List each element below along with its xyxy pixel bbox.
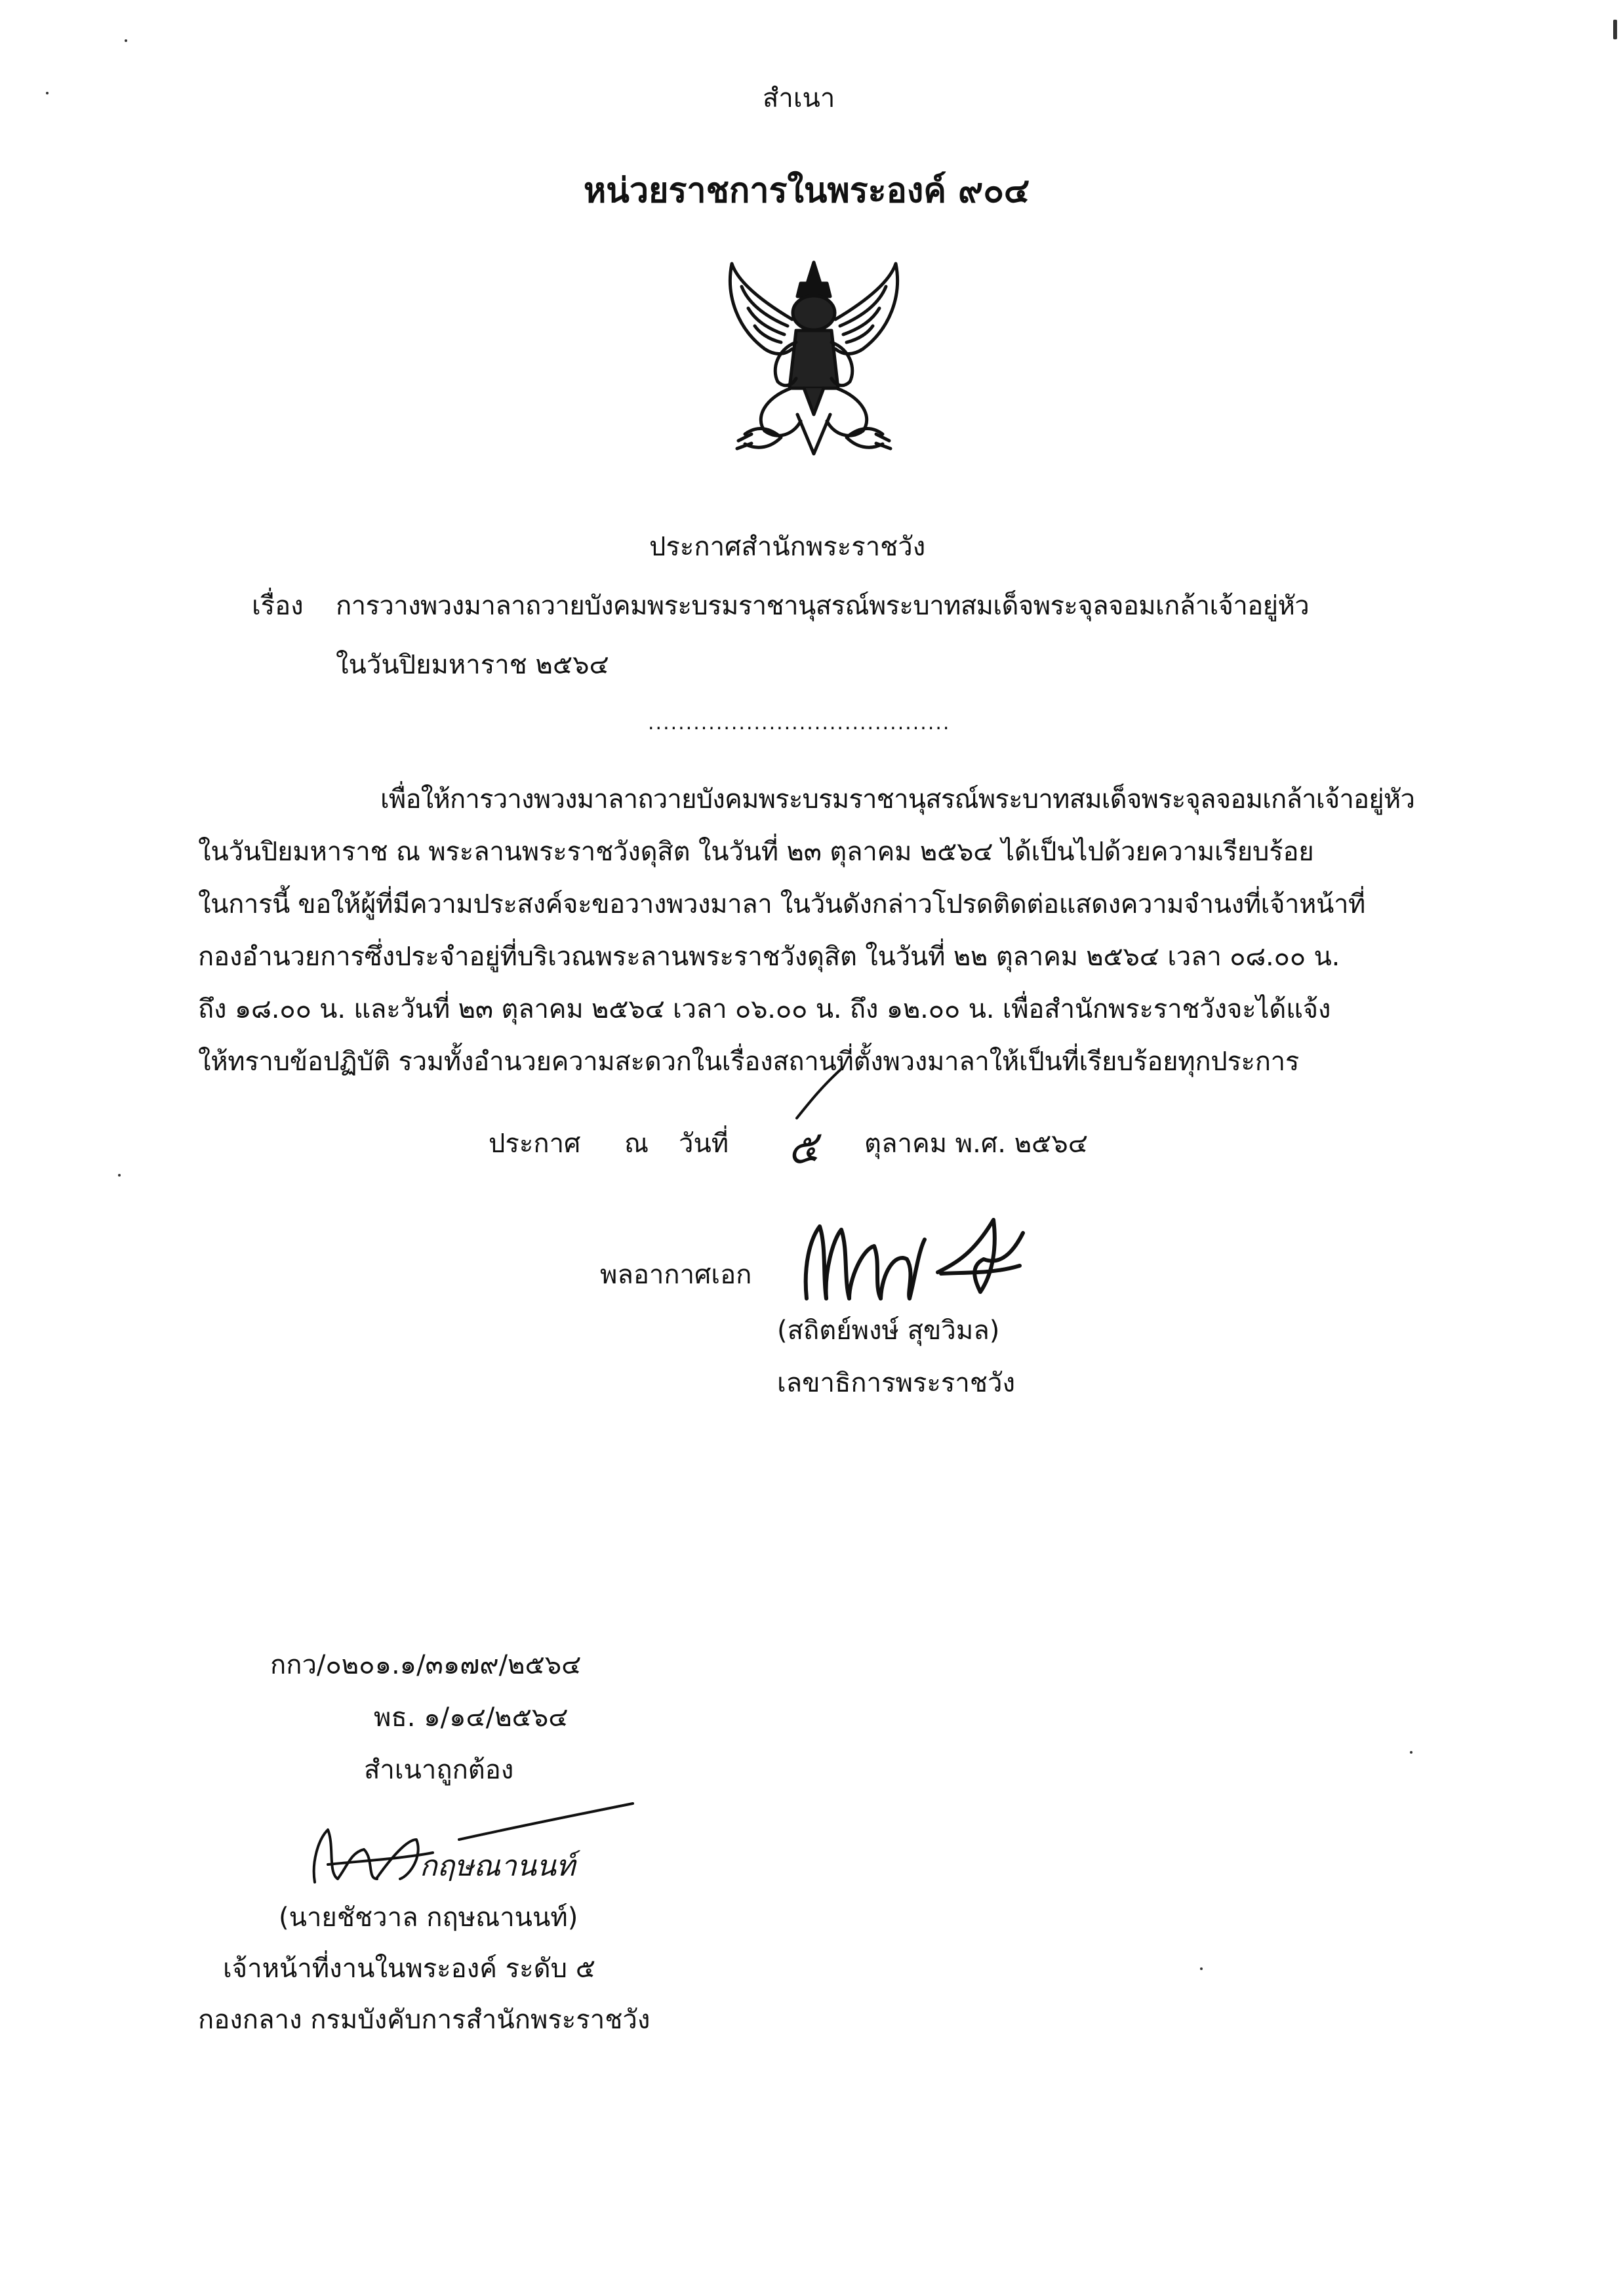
body-line-6: ให้ทราบข้อปฏิบัติ รวมทั้งอำนวยความสะดวกในเรื่องสถานที่ตั้งพวงมาลาให้เป็นที่เรียบร้อยทุกประการ — [198, 1047, 1300, 1077]
reference-number: กกว/๐๒๐๑.๑/๓๑๗๙/๒๕๖๔ — [270, 1650, 582, 1680]
date-prefix: ประกาศ — [489, 1129, 581, 1159]
body-line-5: ถึง ๑๘.๐๐ น. และวันที่ ๒๓ ตุลาคม ๒๕๖๔ เวลา ๐๖.๐๐ น. ถึง ๑๒.๐๐ น. เพื่อสำนักพระราชวังจะได้แจ้ง — [198, 994, 1331, 1024]
office-name: หน่วยราชการในพระองค์ ๙๐๔ — [584, 171, 1030, 211]
signatory-name: (สถิตย์พงษ์ สุขวิมล) — [777, 1316, 1000, 1346]
date-day-label: วันที่ — [679, 1129, 729, 1159]
signatory-signature — [797, 1200, 1046, 1312]
reference-code: พธ. ๑/๑๔/๒๕๖๔ — [374, 1702, 569, 1733]
separator: ........................................ — [648, 712, 951, 735]
certified-copy-label: สำเนาถูกต้อง — [364, 1755, 514, 1785]
body-line-4: กองอำนวยการซึ่งประจำอยู่ที่บริเวณพระลานพระราชวังดุสิต ในวันที่ ๒๒ ตุลาคม ๒๕๖๔ เวลา ๐๘.๐๐ น. — [198, 942, 1340, 972]
subject-label: เรื่อง — [252, 591, 304, 621]
scan-speck — [1200, 1967, 1203, 1970]
subject-line-2: ในวันปิยมหาราช ๒๕๖๔ — [336, 650, 609, 680]
certifier-position: เจ้าหน้าที่งานในพระองค์ ระดับ ๕ — [223, 1954, 596, 1984]
copy-mark: สำเนา — [763, 83, 835, 113]
signatory-position: เลขาธิการพระราชวัง — [777, 1368, 1015, 1398]
certifier-name: (นายชัชวาล กฤษณานนท์) — [279, 1903, 578, 1933]
scan-speck — [1613, 20, 1617, 39]
day-stroke-mark — [790, 1062, 849, 1121]
certifier-signature — [302, 1800, 643, 1899]
certifier-unit: กองกลาง กรมบังคับการสำนักพระราชวัง — [198, 2005, 651, 2035]
signatory-rank: พลอากาศเอก — [600, 1260, 752, 1290]
body-line-3: ในการนี้ ขอให้ผู้ที่มีความประสงค์จะขอวางพวงมาลา ในวันดังกล่าวโปรดติดต่อแสดงความจำนงที่เจ้าหน้าที่ — [198, 889, 1365, 919]
scan-speck — [125, 39, 127, 42]
body-line-1: เพื่อให้การวางพวงมาลาถวายบังคมพระบรมราชานุสรณ์พระบาทสมเด็จพระจุลจอมเกล้าเจ้าอยู่หัว — [380, 784, 1415, 815]
date-na: ณ — [624, 1129, 649, 1159]
certifier-signature-text: กฤษณานนท์ — [420, 1849, 575, 1883]
scan-speck — [46, 92, 49, 94]
announcement-title: ประกาศสำนักพระราชวัง — [649, 532, 926, 562]
body-line-2: ในวันปิยมหาราช ณ พระลานพระราชวังดุสิต ในวันที่ ๒๓ ตุลาคม ๒๕๖๔ ได้เป็นไปด้วยความเรียบร้อย — [198, 837, 1314, 867]
date-month-year: ตุลาคม พ.ศ. ๒๕๖๔ — [864, 1129, 1088, 1159]
subject-line-1: การวางพวงมาลาถวายบังคมพระบรมราชานุสรณ์พระบาทสมเด็จพระจุลจอมเกล้าเจ้าอยู่หัว — [336, 591, 1310, 621]
scan-speck — [1410, 1751, 1413, 1754]
scan-speck — [118, 1174, 121, 1177]
date-day-handwritten: ๕ — [784, 1122, 822, 1176]
garuda-emblem-icon — [719, 257, 909, 458]
